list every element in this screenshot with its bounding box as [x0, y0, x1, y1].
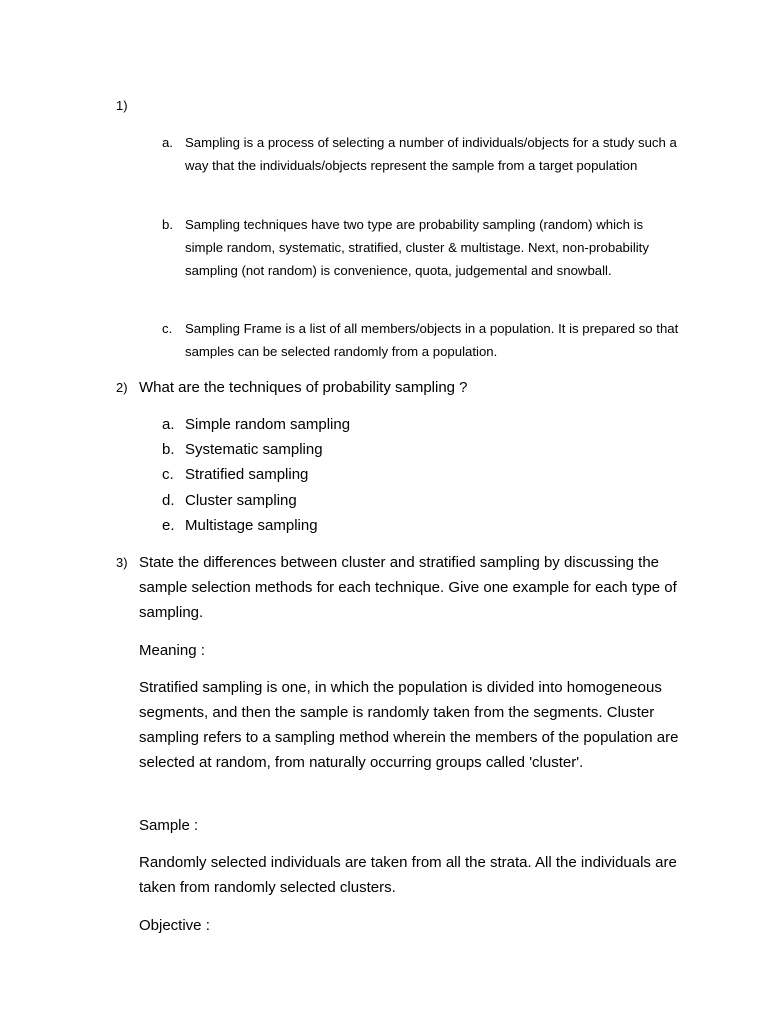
question-3-number: 3)	[116, 555, 128, 570]
meaning-heading: Meaning :	[139, 642, 205, 659]
option-text: Cluster sampling	[185, 492, 297, 509]
option-b	[162, 437, 323, 462]
option-letter: d.	[162, 492, 175, 509]
option-letter: b.	[162, 441, 175, 458]
meaning-paragraph: Stratified sampling is one, in which the population is divided into homogeneous segments, and then the sample is randomly taken from the segments. Cluster sampling refers to a sampling method wherein the members of the population are selected at random, from naturally occurring groups called 'cluster'.	[139, 679, 679, 771]
item-text: Sampling techniques have two type are probability sampling (random) which is simple random, systematic, stratified, cluster & multistage. Next, non-probability sampling (not random) is convenience, quota, judgemental and snowball.	[185, 217, 649, 278]
option-text: Systematic sampling	[185, 441, 323, 458]
option-letter: c.	[162, 466, 174, 483]
option-d	[162, 488, 297, 513]
option-letter: e.	[162, 517, 175, 534]
item-letter: c.	[162, 321, 173, 336]
sample-paragraph: Randomly selected individuals are taken from all the strata. All the individuals are taken from randomly selected clusters.	[139, 854, 677, 896]
question-2-text: What are the techniques of probability sampling ?	[139, 379, 468, 396]
option-a	[162, 412, 350, 437]
option-text: Multistage sampling	[185, 517, 318, 534]
option-c	[162, 462, 308, 487]
item-text: Sampling is a process of selecting a number of individuals/objects for a study such a way that the individuals/objects represent the sample from a target population	[185, 135, 677, 173]
option-letter: a.	[162, 416, 175, 433]
question-3-text: State the differences between cluster and stratified sampling by discussing the sample selection methods for each technique. Give one example for each type of sampling.	[139, 554, 677, 621]
option-e	[162, 513, 318, 538]
item-letter: b.	[162, 217, 173, 232]
item-letter: a.	[162, 135, 173, 150]
sample-heading: Sample :	[139, 817, 199, 834]
question-1-item-c	[162, 317, 682, 363]
item-text: Sampling Frame is a list of all members/objects in a population. It is prepared so that samples can be selected randomly from a population.	[185, 321, 679, 359]
question-2-number: 2)	[116, 380, 128, 395]
question-1-number: 1)	[116, 98, 128, 113]
question-1-item-b	[162, 213, 682, 282]
option-text: Stratified sampling	[185, 466, 309, 483]
option-text: Simple random sampling	[185, 416, 351, 433]
objective-heading: Objective :	[139, 917, 210, 934]
question-1-item-a	[162, 131, 682, 177]
